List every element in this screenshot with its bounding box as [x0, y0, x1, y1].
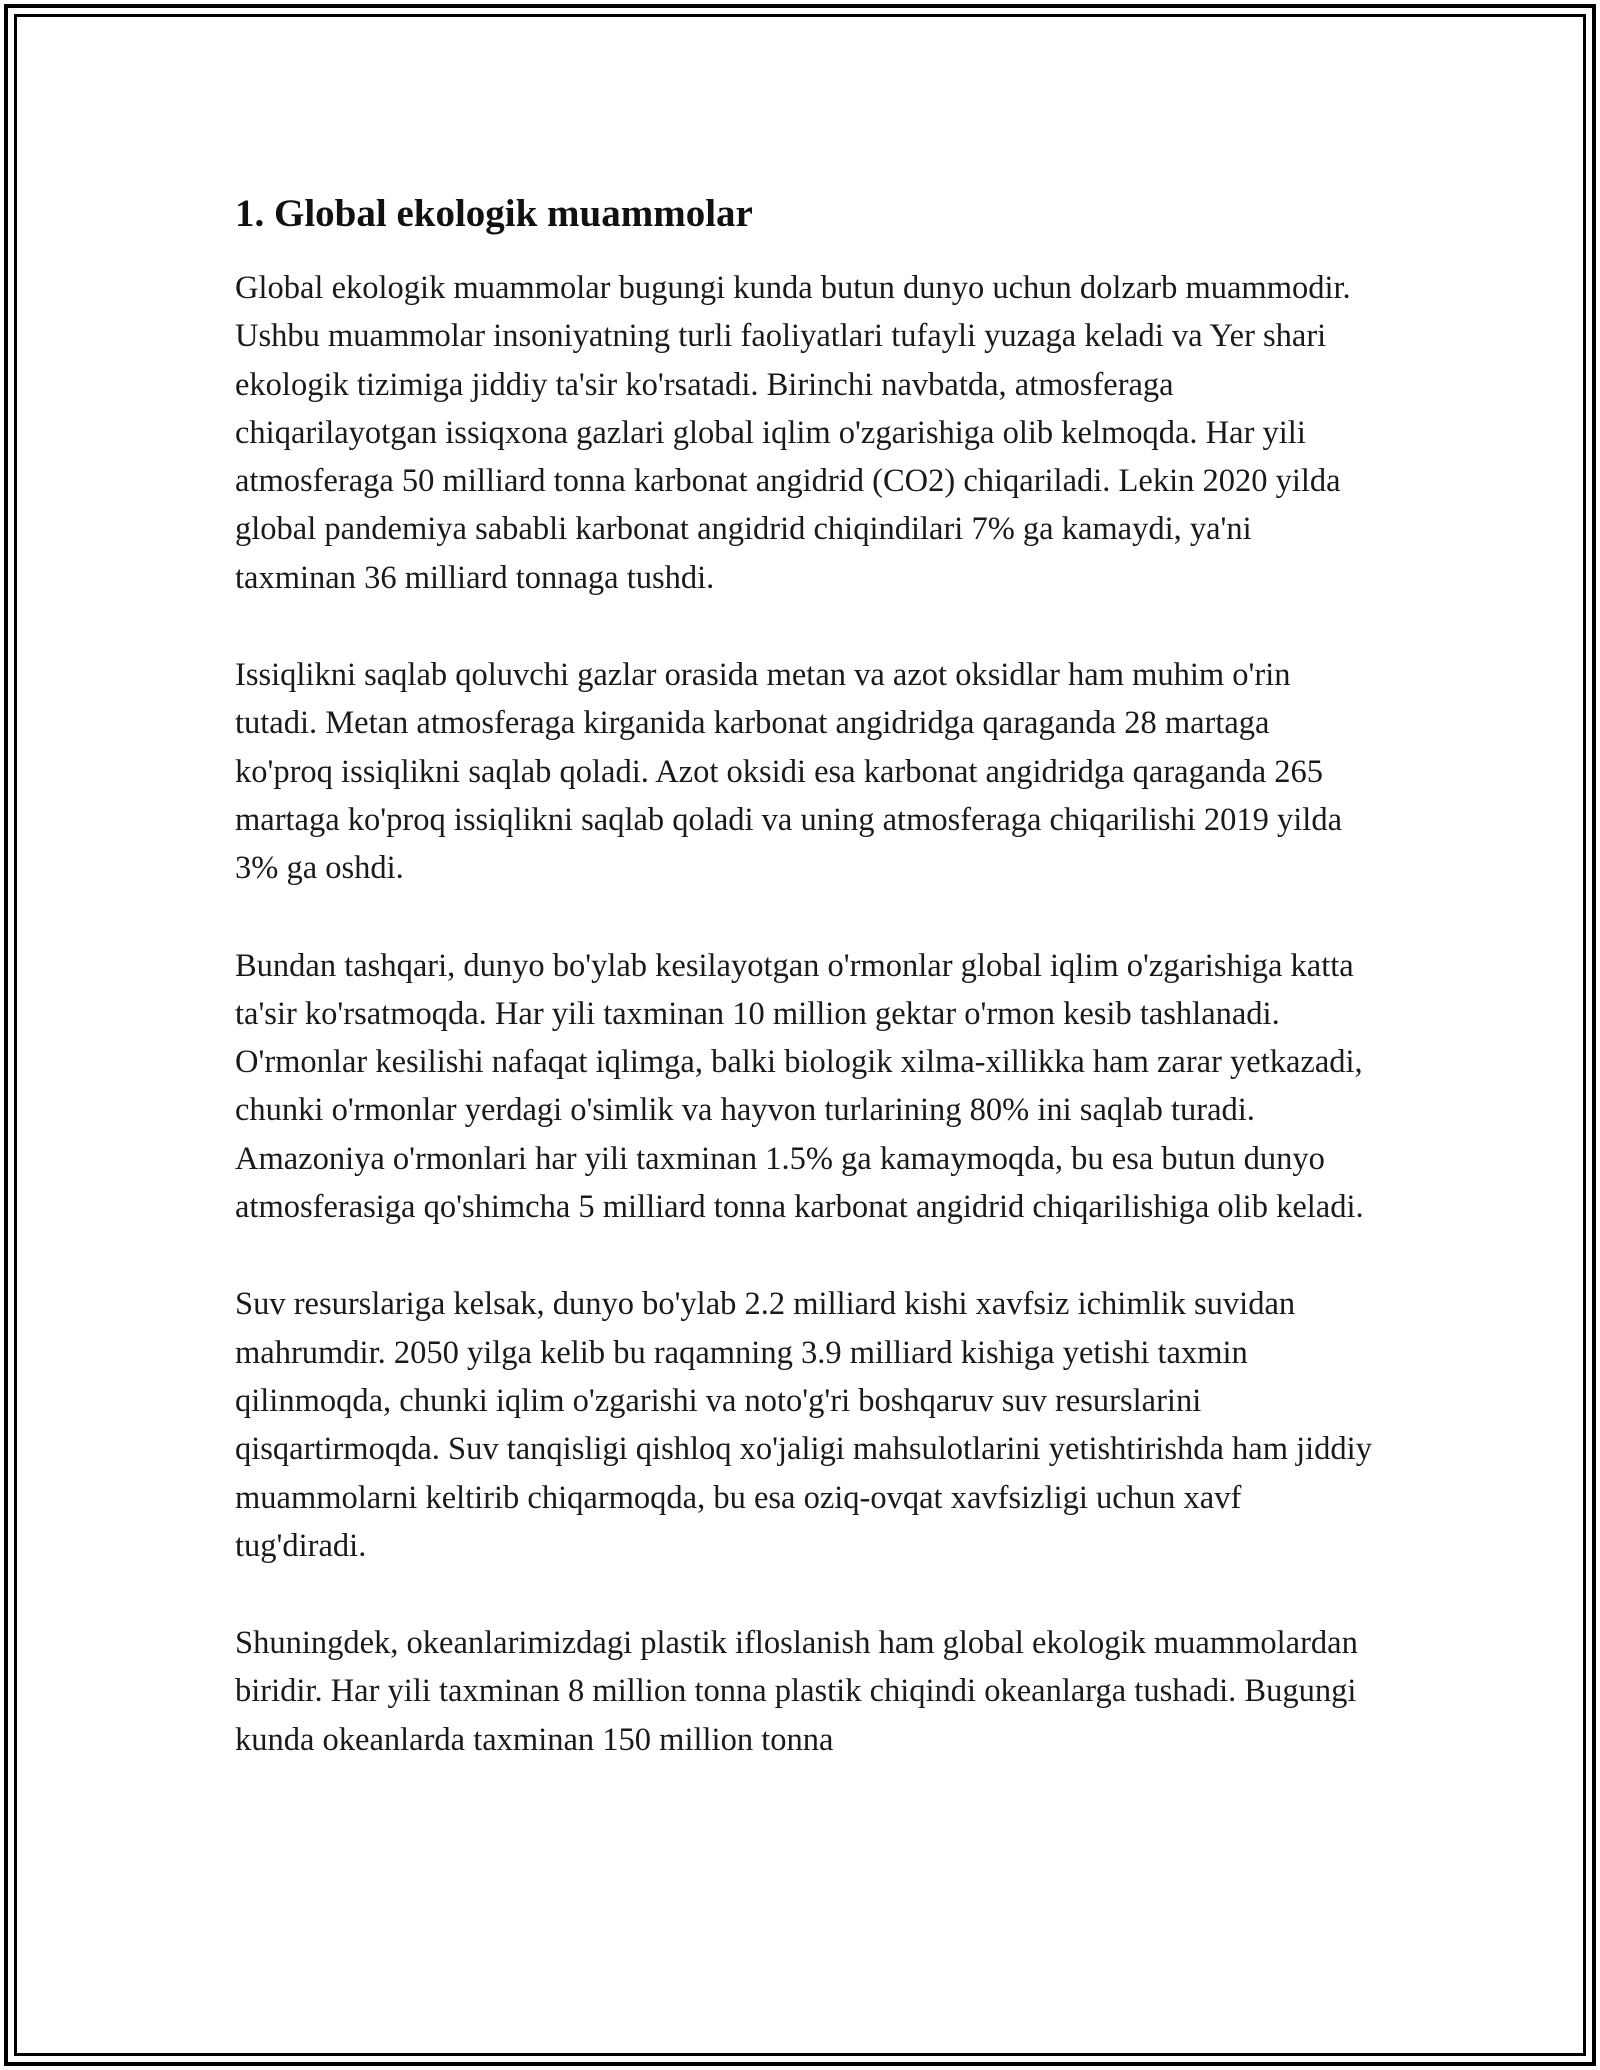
paragraph-greenhouse-gases: Global ekologik muammolar bugungi kunda butun dunyo uchun dolzarb muammodir. Ushbu muammolar insoniyatning turli faoliyatlari tufayli yuzaga keladi va Yer shari ekologik tizimiga jiddiy ta'sir ko'rsatadi. Birinchi navbatda, atmosferaga chiqarilayotgan issiqxona gazlari global iqlim o'zgarishiga olib kelmoqda. Har yili atmosferaga 50 milliard tonna karbonat angidrid (CO2) chiqariladi. Lekin 2020 yilda global pandemiya sababli karbonat angidrid chiqindilari 7% ga kamaydi, ya'ni taxminan 36 milliard tonnaga tushdi. — [235, 270, 1351, 596]
document-body — [235, 186, 1375, 1813]
paragraph-plastic-pollution: Shuningdek, okeanlarimizdagi plastik ifloslanish ham global ekologik muammolardan biridir. Har yili taxminan 8 million tonna plastik chiqindi okeanlarga tushadi. Bugungi kunda okeanlarda taxminan 150 million tonna — [235, 1625, 1358, 1758]
section-heading: 1. Global ekologik muammolar — [235, 192, 753, 235]
paragraph-deforestation: Bundan tashqari, dunyo bo'ylab kesilayotgan o'rmonlar global iqlim o'zgarishiga katta ta'sir ko'rsatmoqda. Har yili taxminan 10 million gektar o'rmon kesib tashlanadi. O'rmonlar kesilishi nafaqat iqlimga, balki biologik xilma-xillikka ham zarar yetkazadi, chunki o'rmonlar yerdagi o'simlik va hayvon turlarining 80% ini saqlab turadi. Amazoniya o'rmonlari har yili taxminan 1.5% ga kamaymoqda, bu esa butun dunyo atmosferasiga qo'shimcha 5 milliard tonna karbonat angidrid chiqarilishiga olib keladi. — [235, 947, 1364, 1226]
paragraph-methane-nitrous-oxide: Issiqlikni saqlab qoluvchi gazlar orasida metan va azot oksidlar ham muhim o'rin tutadi. Metan atmosferaga kirganida karbonat angidridga qaraganda 28 martaga ko'proq issiqlikni saqlab qoladi. Azot oksidi esa karbonat angidridga qaraganda 265 martaga ko'proq issiqlikni saqlab qoladi va uning atmosferaga chiqarilishi 2019 yilda 3% ga oshdi. — [235, 657, 1342, 887]
paragraph-water-resources: Suv resurslariga kelsak, dunyo bo'ylab 2.2 milliard kishi xavfsiz ichimlik suvidan mahrumdir. 2050 yilga kelib bu raqamning 3.9 milliard kishiga yetishi taxmin qilinmoqda, chunki iqlim o'zgarishi va noto'g'ri boshqaruv suv resurslarini qisqartirmoqda. Suv tanqisligi qishloq xo'jaligi mahsulotlarini yetishtirishda ham jiddiy muammolarni keltirib chiqarmoqda, bu esa oziq-ovqat xavfsizligi uchun xavf tug'diradi. — [235, 1286, 1372, 1564]
